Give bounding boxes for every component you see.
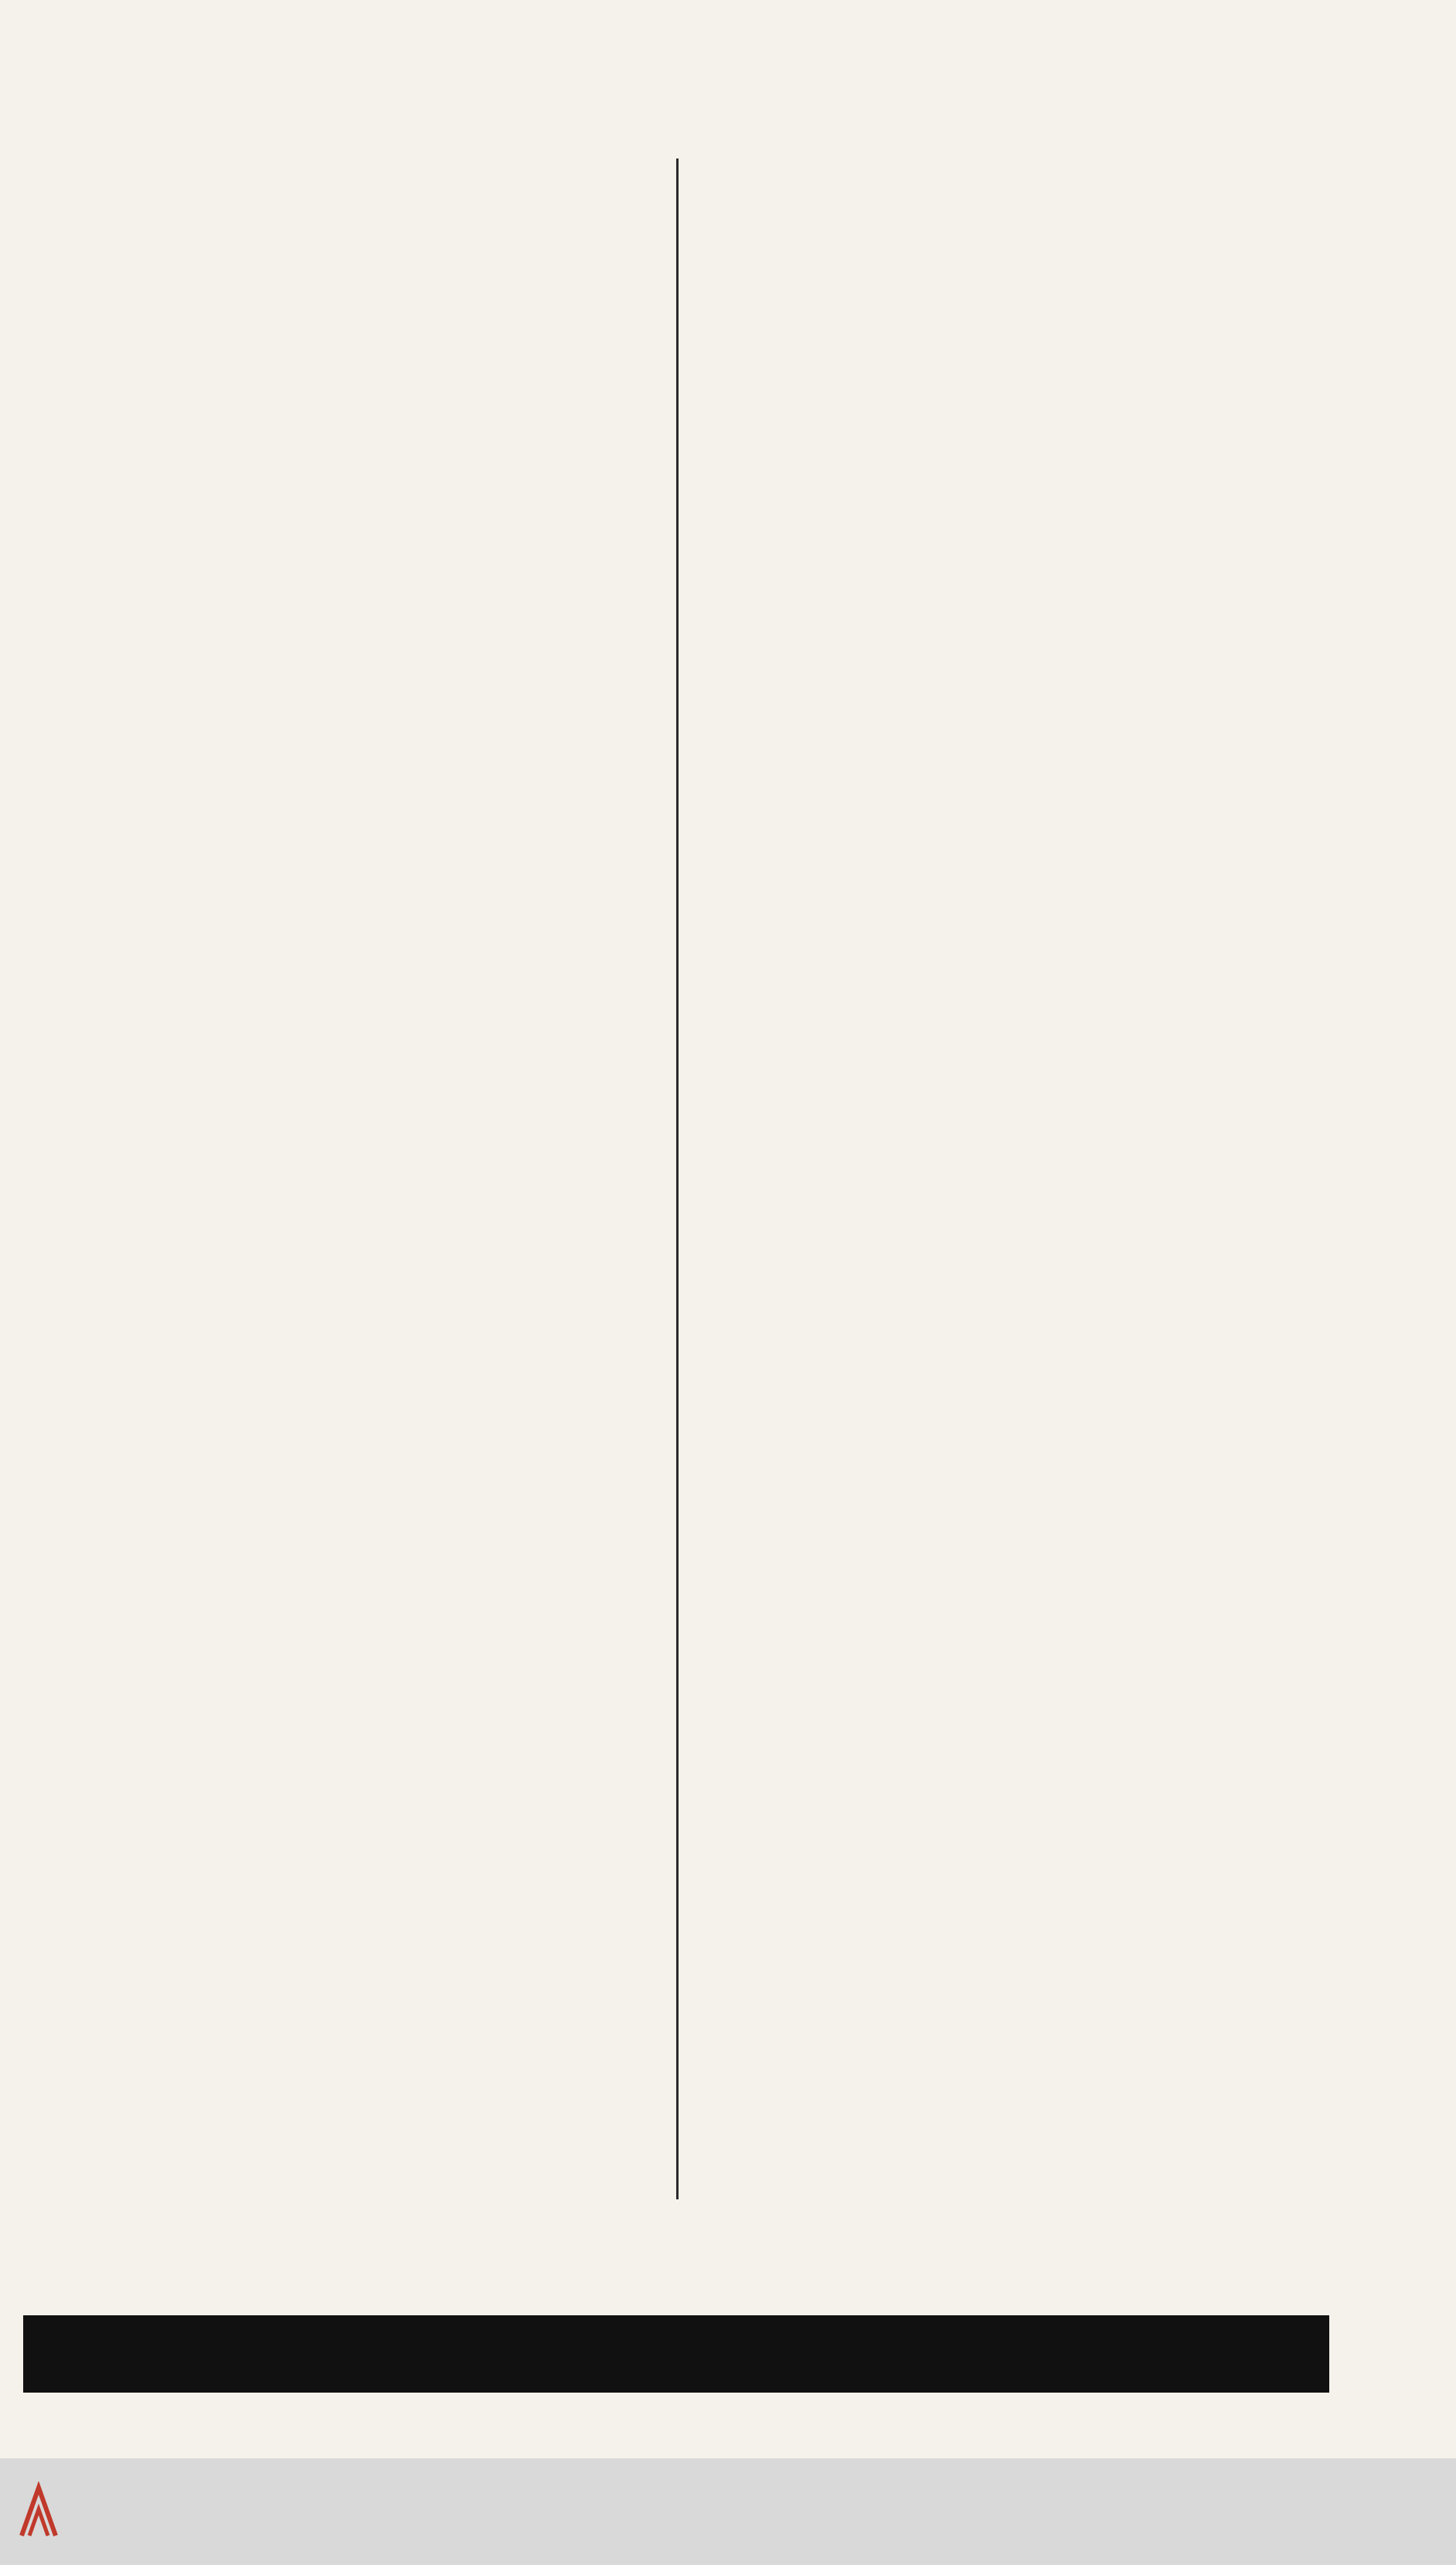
column-divider	[676, 158, 679, 2199]
library-logo-icon	[15, 2482, 62, 2540]
advertisement-banner	[23, 2315, 1329, 2393]
viewer-footer	[0, 2458, 1456, 2565]
running-head	[0, 77, 1456, 124]
